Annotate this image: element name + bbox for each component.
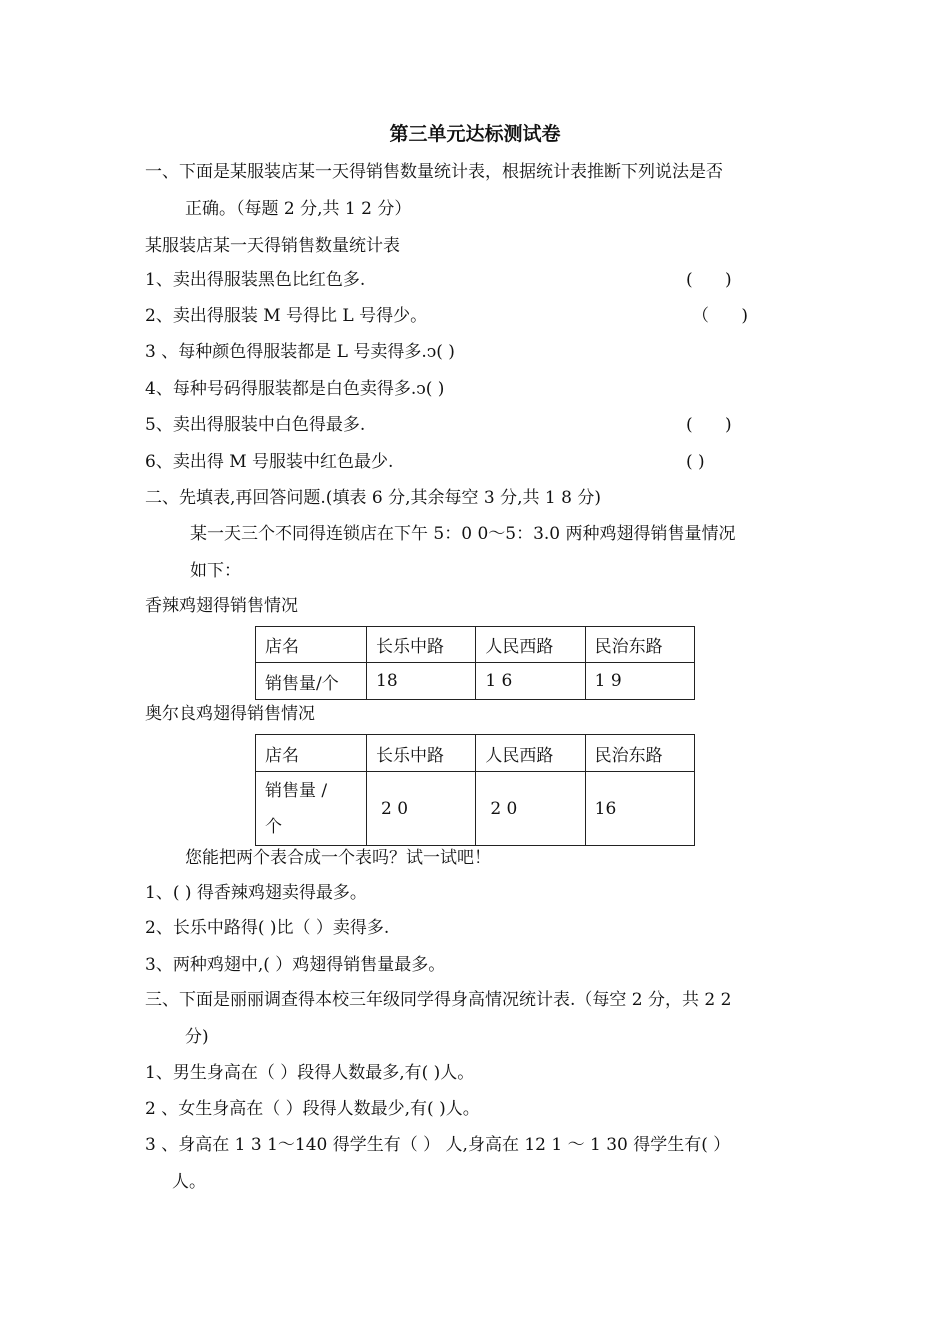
s1-item-answer-blank: ( )	[686, 415, 732, 435]
table-header-cell: 民治东路	[585, 735, 694, 772]
table-header-cell: 店名	[256, 627, 367, 663]
s2-question: 2、长乐中路得( )比（ ）卖得多.	[145, 918, 390, 938]
row-label-cell: 销售量/个	[256, 663, 367, 700]
section3-heading-cont: 分)	[185, 1027, 209, 1047]
section2-intro-cont: 如下：	[190, 561, 241, 581]
s1-item-answer-blank: ( )	[686, 452, 705, 472]
orleans-wings-table	[255, 734, 695, 846]
value-cell: 2 0	[367, 772, 476, 846]
s1-item-text: 5、卖出得服装中白色得最多.	[145, 415, 366, 435]
s3-question: 3 、身高在 1 3 1～140 得学生有（ ） 人,身高在 12 1 ～ 1 30 得学生有( ）	[145, 1135, 731, 1155]
value-cell: 18	[367, 663, 476, 700]
table-row	[256, 663, 695, 700]
row-label-cell	[256, 772, 367, 846]
s1-item-text: 3 、每种颜色得服装都是 L 号卖得多.ↄ( )	[145, 342, 455, 362]
table-header-cell: 民治东路	[585, 627, 694, 663]
value-cell: 16	[585, 772, 694, 846]
s3-question: 2 、女生身高在（ ）段得人数最少,有( )人。	[145, 1099, 480, 1119]
s1-item-text: 1、卖出得服装黑色比红色多.	[145, 270, 366, 290]
s1-item-text: 6、卖出得 M 号服装中红色最少.	[145, 452, 394, 472]
table-header-row	[256, 735, 695, 772]
s3-question: 1、男生身高在（ ）段得人数最多,有( )人。	[145, 1063, 475, 1083]
spicy-wings-table	[255, 626, 695, 700]
section2-heading: 二、先填表,再回答问题.(填表 6 分,其余每空 3 分,共 1 8 分)	[145, 488, 601, 508]
table-header-cell: 店名	[256, 735, 367, 772]
section1-heading-cont: 正确。（每题 2 分,共 1 2 分）	[185, 199, 412, 219]
s3-question-cont: 人。	[172, 1172, 206, 1192]
s2-question: 3、两种鸡翅中,( ）鸡翅得销售量最多。	[145, 955, 446, 975]
table-row	[256, 772, 695, 846]
page-title: 第三单元达标测试卷	[389, 123, 561, 145]
table1-caption: 香辣鸡翅得销售情况	[145, 596, 298, 616]
s1-item-text: 2、卖出得服装 M 号得比 L 号得少。	[145, 306, 428, 326]
value-cell: 1 9	[585, 663, 694, 700]
table-header-cell: 长乐中路	[367, 627, 476, 663]
value-cell: 1 6	[476, 663, 585, 700]
table-header-cell: 人民西路	[476, 735, 585, 772]
table-header-cell: 人民西路	[476, 627, 585, 663]
section3-heading: 三、下面是丽丽调查得本校三年级同学得身高情况统计表.（每空 2 分，共 2 2	[145, 990, 732, 1010]
section1-table-caption: 某服装店某一天得销售数量统计表	[145, 236, 400, 256]
row-label-text: 销售量 / 个	[265, 780, 328, 837]
section1-heading: 一、下面是某服装店某一天得销售数量统计表，根据统计表推断下列说法是否	[145, 162, 723, 182]
s1-item-answer-blank: （ )	[692, 306, 749, 326]
value-cell: 2 0	[476, 772, 585, 846]
s2-question: 1、( ) 得香辣鸡翅卖得最多。	[145, 883, 367, 903]
table2-caption: 奥尔良鸡翅得销售情况	[145, 704, 315, 724]
table-header-row	[256, 627, 695, 663]
table-header-cell: 长乐中路	[367, 735, 476, 772]
section2-intro: 某一天三个不同得连锁店在下午 5：0 0～5：3.0 两种鸡翅得销售量情况	[190, 524, 736, 544]
merge-tables-prompt: 您能把两个表合成一个表吗？试一试吧！	[185, 848, 491, 868]
s1-item-text: 4、每种号码得服装都是白色卖得多.ↄ( )	[145, 379, 445, 399]
s1-item-answer-blank: ( )	[686, 270, 732, 290]
